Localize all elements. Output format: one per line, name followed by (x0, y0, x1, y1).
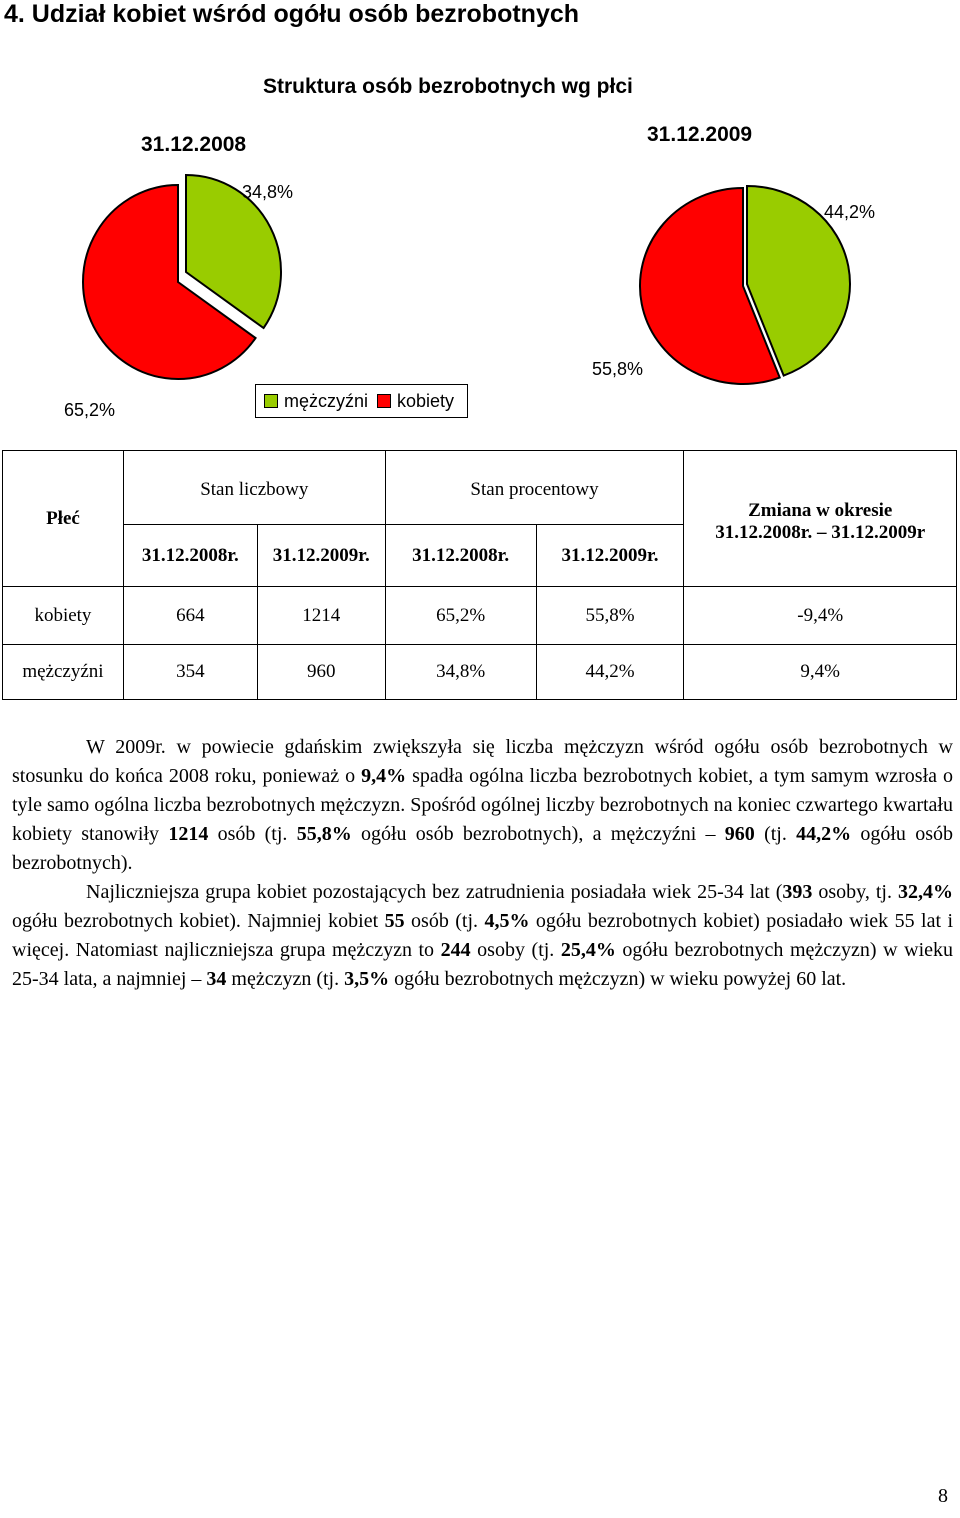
p2-bold-n: 34 (206, 968, 227, 990)
cell-mezczyzni-count-2009: 960 (257, 645, 385, 700)
p2-text-a: Najliczniejsza grupa kobiet pozostających bez zatrudnienia posiadała wiek 25-34 lat ( (86, 881, 783, 903)
subheader-count-2009: 31.12.2009r. (257, 525, 385, 587)
p2-text-o: mężczyzn (tj. (226, 968, 345, 990)
cell-mezczyzni-pct-2008: 34,8% (385, 645, 536, 700)
chart-left-date: 31.12.2008 (141, 133, 247, 156)
table-row (3, 645, 957, 700)
p2-bold-l: 25,4% (560, 939, 616, 961)
left-pie-women-label: 65,2% (64, 400, 116, 420)
legend-label-women: kobiety (397, 390, 455, 411)
cell-kobiety-count-2008: 664 (123, 587, 257, 645)
chart-right-date: 31.12.2009 (647, 123, 753, 146)
p2-bold-j: 244 (440, 939, 471, 961)
header-stan-liczbowy: Stan liczbowy (123, 451, 385, 525)
cell-mezczyzni-count-2008: 354 (123, 645, 257, 700)
header-zmiana-line1: Zmiana w okresie (748, 499, 893, 521)
p2-bold-p: 3,5% (344, 968, 390, 990)
cell-kobiety-count-2009: 1214 (257, 587, 385, 645)
p2-text-k: osoby (tj. (470, 939, 561, 961)
paragraph-1 (12, 733, 953, 878)
p1-text-i: (tj. (754, 823, 797, 845)
page-number: 8 (938, 1485, 948, 1507)
p2-bold-f: 55 (384, 910, 405, 932)
p2-bold-h: 4,5% (484, 910, 530, 932)
p2-text-m: ogółu bezrobotnych mężczyzn) w wieku 25-34 lata, a najmniej – (12, 939, 954, 990)
subheader-pct-2009: 31.12.2009r. (536, 525, 684, 587)
row-label-mezczyzni: mężczyźni (3, 645, 124, 700)
legend-swatch-men (264, 394, 278, 408)
cell-kobiety-pct-2009: 55,8% (536, 587, 684, 645)
p2-text-e: ogółu bezrobotnych kobiet). Najmniej kobiet (12, 910, 385, 932)
right-pie-women-label: 55,8% (592, 359, 644, 379)
section-title: 4. Udział kobiet wśród ogółu osób bezrobotnych (4, 0, 580, 28)
header-stan-procentowy: Stan procentowy (385, 451, 684, 525)
p1-bold-b: 9,4% (361, 765, 407, 787)
paragraph-2 (12, 878, 953, 994)
body-text (12, 733, 953, 994)
header-zmiana (684, 451, 957, 587)
cell-mezczyzni-change: 9,4% (684, 645, 957, 700)
table-header-row-1 (3, 451, 957, 525)
header-zmiana-line2: 31.12.2008r. – 31.12.2009r (715, 521, 926, 543)
legend-swatch-women (377, 394, 391, 408)
table-row (3, 587, 957, 645)
legend-label-men: mężczyźni (284, 390, 369, 411)
right-pie-men-label: 44,2% (824, 202, 876, 222)
p2-bold-b: 393 (782, 881, 813, 903)
row-label-kobiety: kobiety (3, 587, 124, 645)
cell-mezczyzni-pct-2009: 44,2% (536, 645, 684, 700)
pie-charts (0, 0, 960, 440)
cell-kobiety-pct-2008: 65,2% (385, 587, 536, 645)
p1-bold-h: 960 (724, 823, 755, 845)
p2-text-i: ogółu bezrobotnych kobiet) posiadało wiek 55 lat i więcej. Natomiast najliczniejsza grupa mężczyzn to (12, 910, 953, 961)
p2-bold-d: 32,4% (898, 881, 953, 903)
legend-item-women (377, 391, 454, 412)
p2-text-g: osób (tj. (404, 910, 485, 932)
cell-kobiety-change: -9,4% (684, 587, 957, 645)
left-pie-men-label: 34,8% (242, 182, 294, 202)
p2-text-c: osoby, tj. (812, 881, 898, 903)
p1-text-k: ogółu osób bezrobotnych). (12, 823, 953, 874)
legend-item-men (264, 391, 368, 412)
gender-stats-table (2, 450, 957, 700)
p2-text-q: ogółu bezrobotnych mężczyzn) w wieku powyżej 60 lat. (389, 968, 847, 990)
subheader-count-2008: 31.12.2008r. (123, 525, 257, 587)
chart-legend (255, 384, 468, 418)
p1-bold-j: 44,2% (796, 823, 852, 845)
header-plec: Płeć (3, 451, 124, 587)
subheader-pct-2008: 31.12.2008r. (385, 525, 536, 587)
chart-title: Struktura osób bezrobotnych wg płci (263, 75, 633, 98)
pie-left (83, 175, 281, 379)
p1-bold-f: 55,8% (296, 823, 352, 845)
pie-right (640, 186, 850, 384)
p1-text-g: ogółu osób bezrobotnych), a mężczyźni – (351, 823, 725, 845)
p1-text-e: osób (tj. (208, 823, 297, 845)
p1-text-a: W 2009r. w powiecie gdańskim zwiększyła się liczba mężczyzn wśród ogółu osób bezrobotnych w stosunku do końca 2008 roku, ponieważ o (12, 736, 953, 787)
p1-text-c: spadła ogólna liczba bezrobotnych kobiet, a tym samym wzrosła o tyle samo ogólna liczba bezrobotnych mężczyzn. Spośród ogólnej liczby bezrobotnych na koniec czwartego kwartału kobiety stanowiły (12, 765, 954, 845)
p1-bold-d: 1214 (168, 823, 209, 845)
